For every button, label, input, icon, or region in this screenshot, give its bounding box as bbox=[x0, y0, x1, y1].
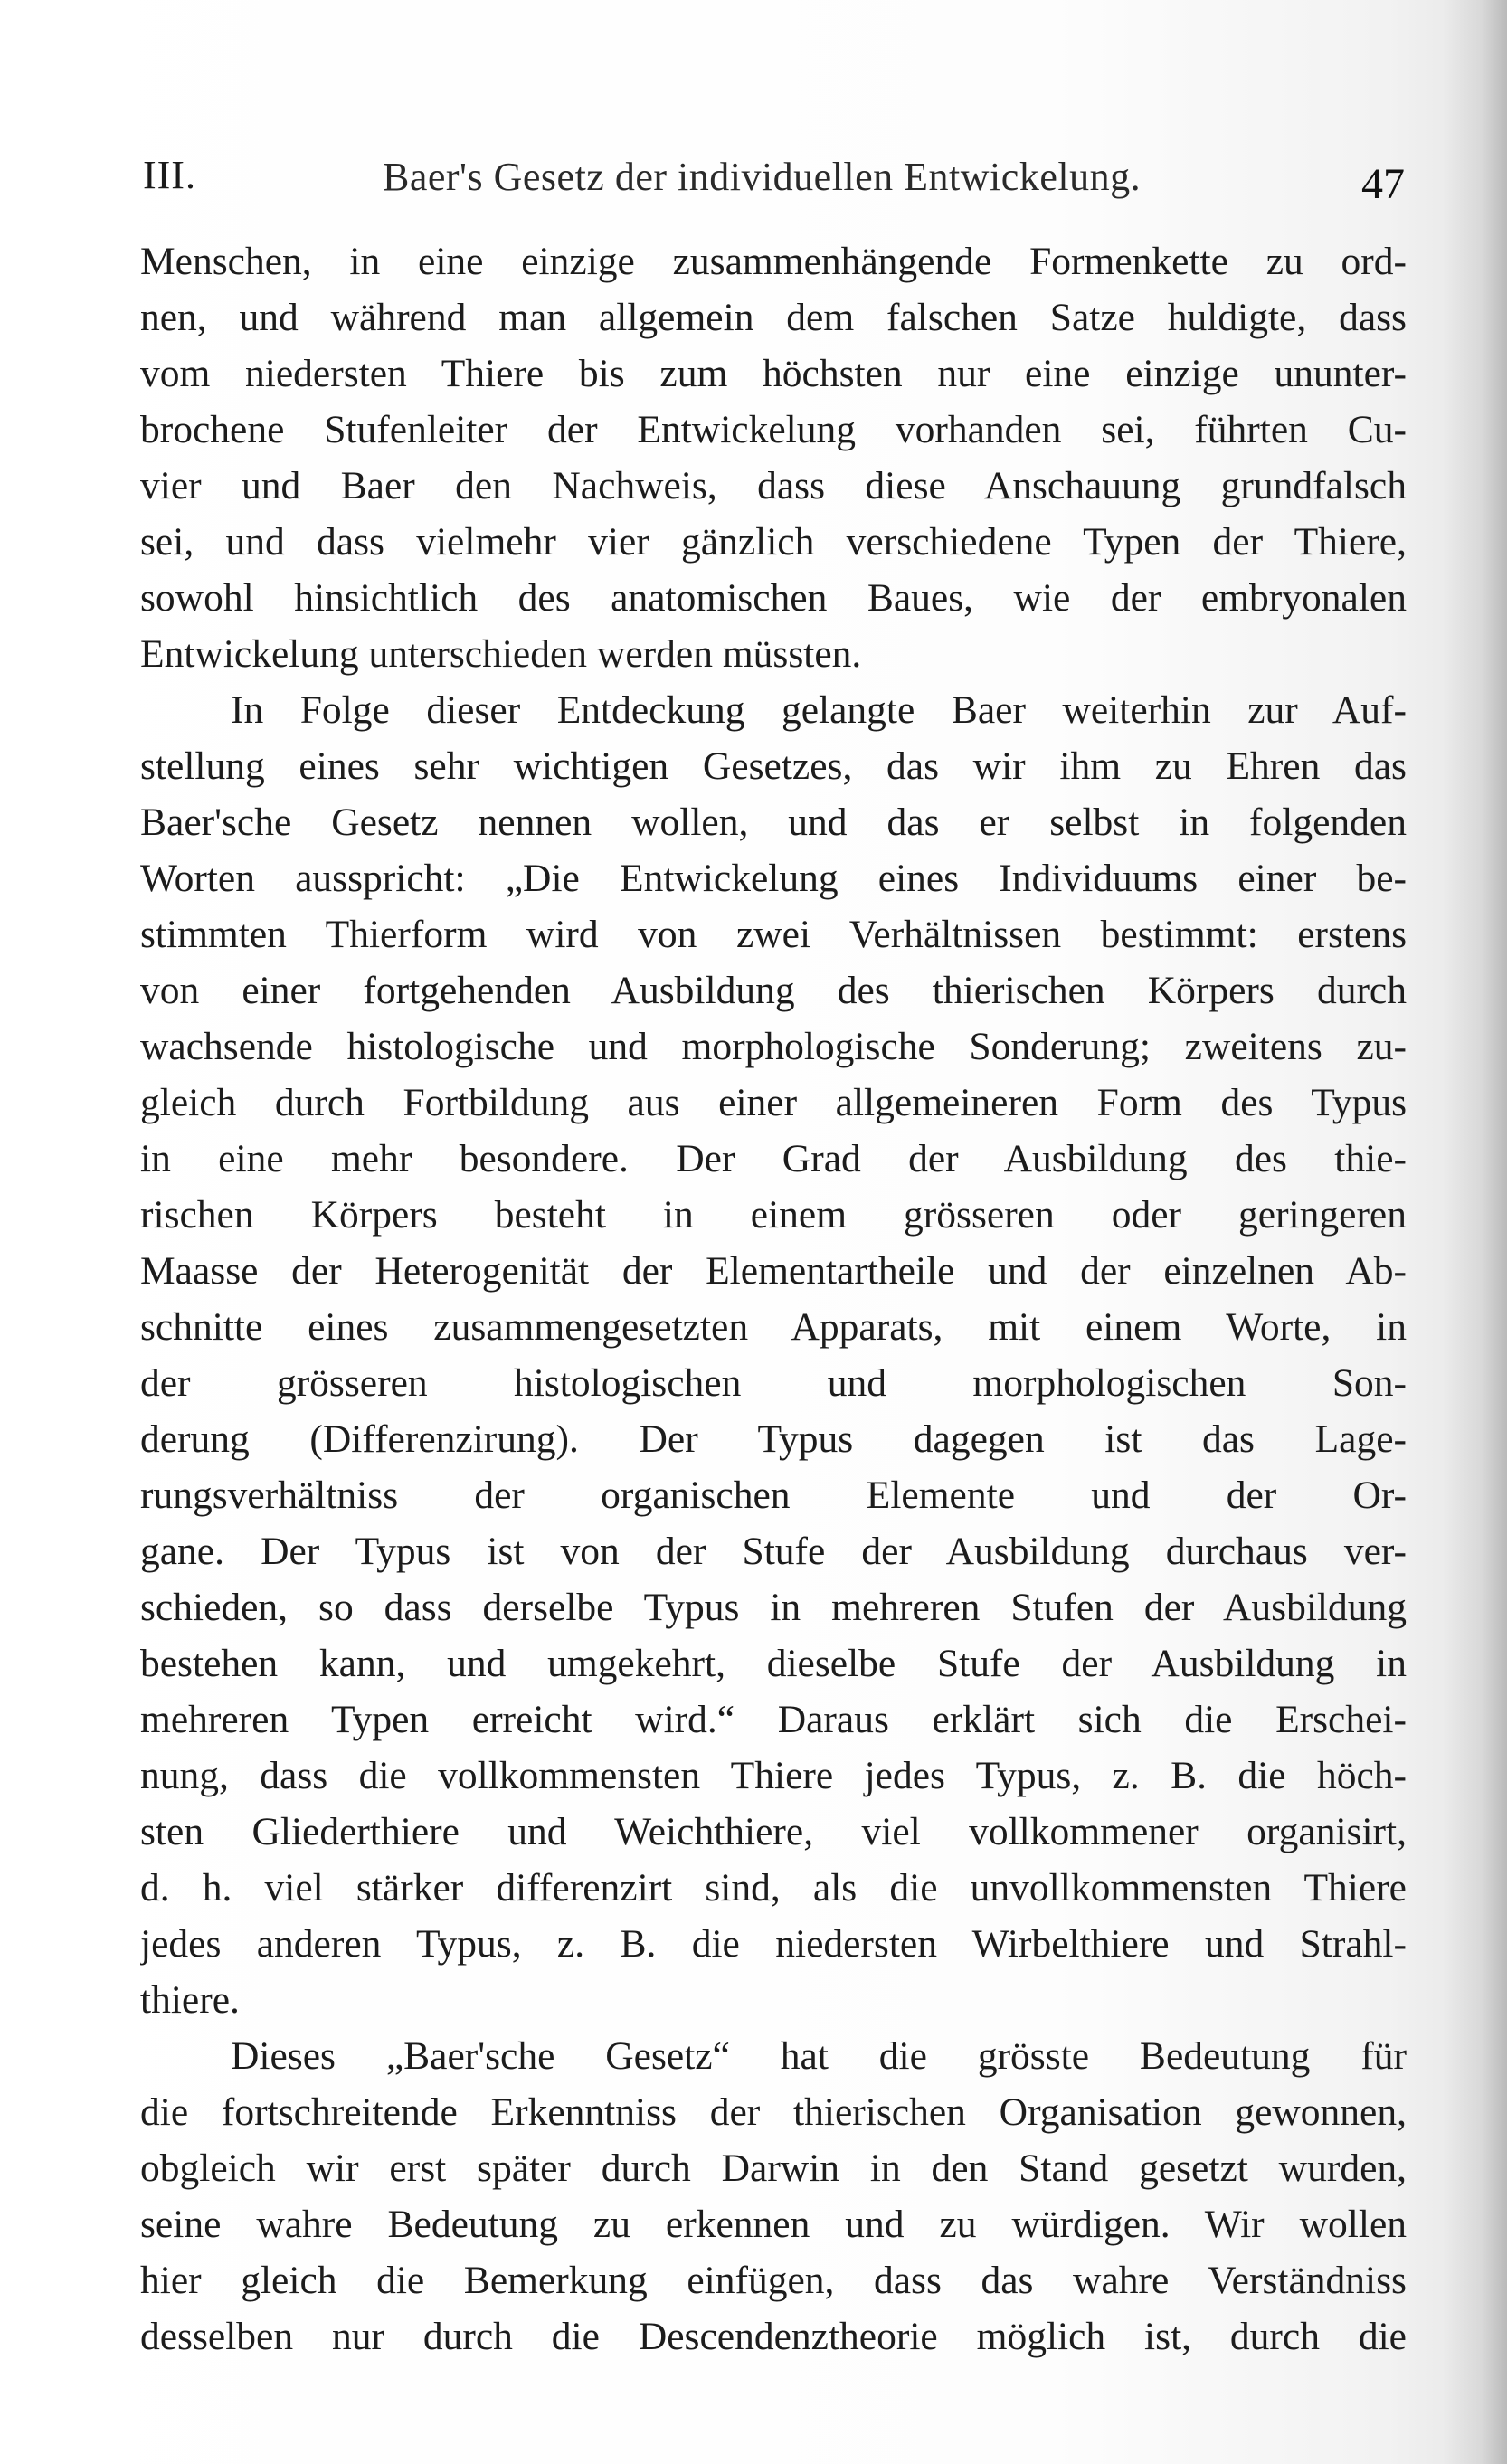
text-line: brochene Stufenleiter der Entwickelung vorhanden sei, führten Cu- bbox=[140, 408, 1407, 451]
text-line: rischen Körpers besteht in einem grösseren oder geringeren bbox=[140, 1193, 1407, 1237]
text-line: nen, und während man allgemein dem falschen Satze huldigte, dass bbox=[140, 296, 1407, 339]
text-line: nung, dass die vollkommensten Thiere jedes Typus, z. B. die höch- bbox=[140, 1754, 1407, 1797]
text-line: rungsverhältniss der organischen Elemente und der Or- bbox=[140, 1474, 1407, 1517]
text-line: vier und Baer den Nachweis, dass diese Anschauung grundfalsch bbox=[140, 464, 1407, 507]
paragraph-first-line: Dieses „Baer'sche Gesetz“ hat die grösste Bedeutung für bbox=[231, 2034, 1407, 2078]
text-line: d. h. viel stärker differenzirt sind, als die unvollkommensten Thiere bbox=[140, 1866, 1407, 1910]
text-line: Worten ausspricht: „Die Entwickelung eines Individuums einer be- bbox=[140, 857, 1407, 900]
text-line: von einer fortgehenden Ausbildung des thierischen Körpers durch bbox=[140, 969, 1407, 1012]
body-text bbox=[140, 233, 1407, 2364]
text-line: sowohl hinsichtlich des anatomischen Baues, wie der embryonalen bbox=[140, 576, 1407, 620]
running-title: Baer's Gesetz der individuellen Entwickelung. bbox=[383, 155, 1142, 199]
text-line: wachsende histologische und morphologische Sonderung; zweitens zu- bbox=[140, 1025, 1407, 1068]
text-line: derung (Differenzirung). Der Typus dagegen ist das Lage- bbox=[140, 1417, 1407, 1461]
text-line: Menschen, in eine einzige zusammenhängende Formenkette zu ord- bbox=[140, 240, 1407, 283]
paragraph-first-line: In Folge dieser Entdeckung gelangte Baer weiterhin zur Auf- bbox=[231, 688, 1407, 732]
text-line: schieden, so dass derselbe Typus in mehreren Stufen der Ausbildung bbox=[140, 1586, 1407, 1629]
text-line: seine wahre Bedeutung zu erkennen und zu würdigen. Wir wollen bbox=[140, 2203, 1407, 2246]
text-line: sten Gliederthiere und Weichthiere, viel vollkommener organisirt, bbox=[140, 1810, 1407, 1853]
paragraph-last-line: Entwickelung unterschieden werden müssten. bbox=[140, 632, 862, 676]
page-edge-shadow bbox=[1444, 0, 1507, 2464]
text-line: die fortschreitende Erkenntniss der thierischen Organisation gewonnen, bbox=[140, 2090, 1407, 2134]
text-line: stellung eines sehr wichtigen Gesetzes, das wir ihm zu Ehren das bbox=[140, 744, 1407, 788]
text-line: jedes anderen Typus, z. B. die niedersten Wirbelthiere und Strahl- bbox=[140, 1922, 1407, 1966]
text-line: stimmten Thierform wird von zwei Verhältnissen bestimmt: erstens bbox=[140, 913, 1407, 956]
text-line: hier gleich die Bemerkung einfügen, dass das wahre Verständniss bbox=[140, 2259, 1407, 2302]
text-line: desselben nur durch die Descendenztheorie möglich ist, durch die bbox=[140, 2315, 1407, 2358]
chapter-numeral: III. bbox=[143, 153, 196, 197]
page-number: 47 bbox=[1361, 160, 1405, 208]
text-line: gane. Der Typus ist von der Stufe der Ausbildung durchaus ver- bbox=[140, 1530, 1407, 1573]
text-line: gleich durch Fortbildung aus einer allgemeineren Form des Typus bbox=[140, 1081, 1407, 1124]
running-header bbox=[143, 152, 1405, 215]
text-line: vom niedersten Thiere bis zum höchsten nur eine einzige ununter- bbox=[140, 352, 1407, 395]
text-line: obgleich wir erst später durch Darwin in den Stand gesetzt wurden, bbox=[140, 2147, 1407, 2190]
text-line: Baer'sche Gesetz nennen wollen, und das er selbst in folgenden bbox=[140, 801, 1407, 844]
text-line: in eine mehr besondere. Der Grad der Ausbildung des thie- bbox=[140, 1137, 1407, 1180]
paragraph-last-line: thiere. bbox=[140, 1978, 240, 2022]
text-line: sei, und dass vielmehr vier gänzlich verschiedene Typen der Thiere, bbox=[140, 520, 1407, 564]
text-line: Maasse der Heterogenität der Elementartheile und der einzelnen Ab- bbox=[140, 1249, 1407, 1293]
text-line: der grösseren histologischen und morphologischen Son- bbox=[140, 1361, 1407, 1405]
text-line: mehreren Typen erreicht wird.“ Daraus erklärt sich die Erschei- bbox=[140, 1698, 1407, 1741]
text-line: schnitte eines zusammengesetzten Apparats, mit einem Worte, in bbox=[140, 1305, 1407, 1349]
text-line: bestehen kann, und umgekehrt, dieselbe Stufe der Ausbildung in bbox=[140, 1642, 1407, 1685]
